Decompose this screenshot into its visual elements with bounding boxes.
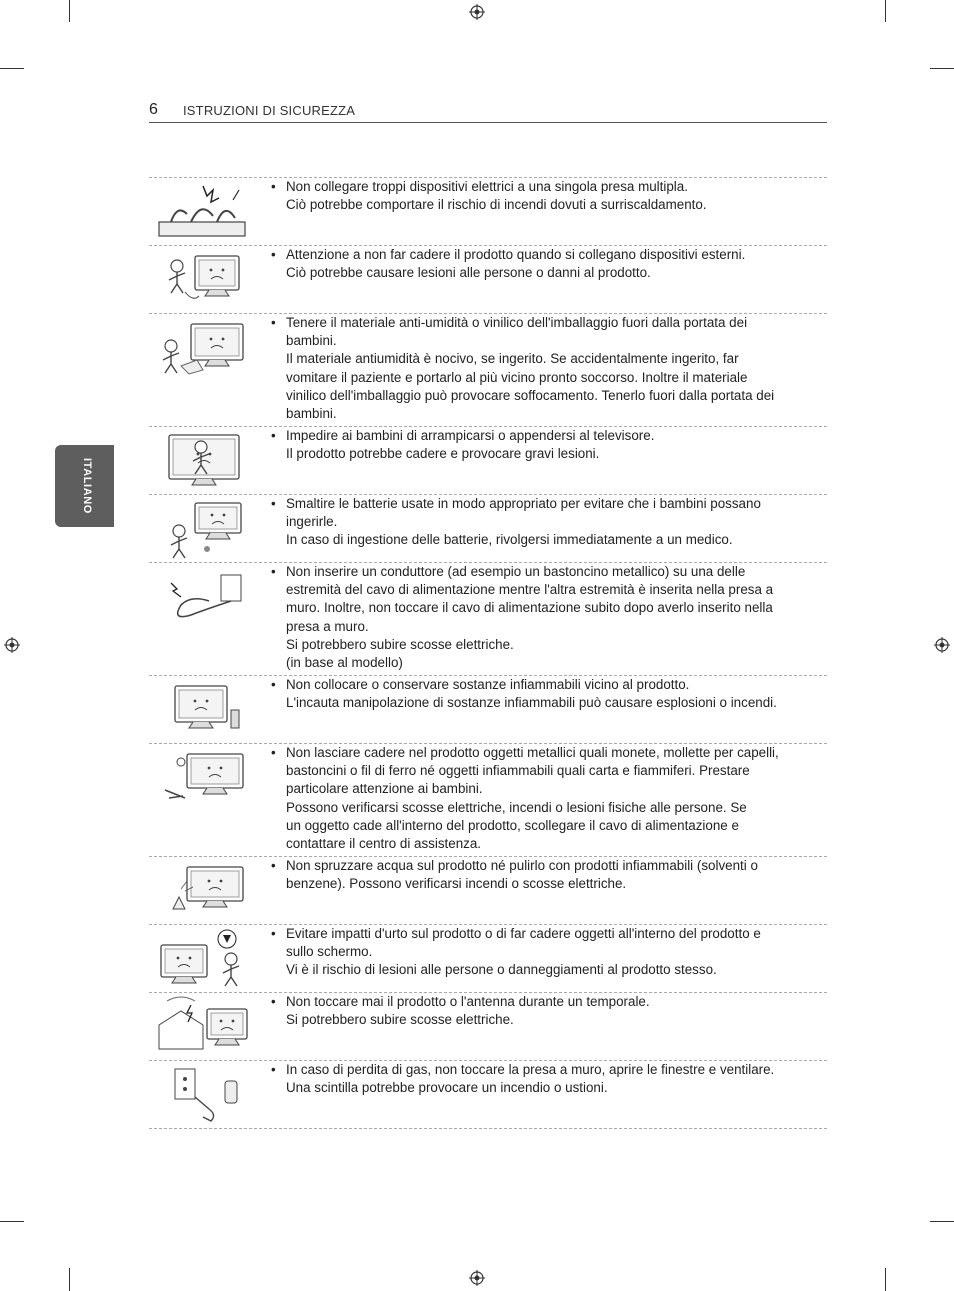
safety-item [149, 993, 827, 1061]
safety-instructions-list [149, 177, 827, 1129]
safety-item-line: Evitare impatti d'urto sul prodotto o di far cadere oggetti all'interno del prodotto e [286, 926, 761, 941]
safety-item-text [271, 563, 811, 672]
safety-item [149, 246, 827, 314]
bullet-icon: • [271, 496, 276, 511]
bullet-icon: • [271, 745, 276, 760]
safety-item-text [271, 246, 811, 282]
gas-leak-wall-outlet-icon [151, 1063, 255, 1125]
language-tab [55, 445, 114, 527]
safety-item-line: Ciò potrebbe comportare il rischio di incendi dovuti a surriscaldamento. [286, 197, 707, 213]
crop-mark [885, 0, 886, 22]
crop-mark [885, 1268, 886, 1291]
safety-item [149, 427, 827, 495]
safety-item-text [271, 676, 811, 712]
crop-mark [0, 1221, 24, 1222]
safety-item-line: Ciò potrebbe causare lesioni alle persone o danni al prodotto. [286, 265, 651, 281]
safety-item [149, 178, 827, 246]
child-pulling-tv-cable-icon [151, 248, 255, 310]
registration-mark-icon [469, 1270, 485, 1286]
safety-item-line: Possono verificarsi scosse elettriche, incendi o lesioni fisiche alle persone. Se [286, 799, 747, 815]
safety-item-line: In caso di perdita di gas, non toccare la presa a muro, aprire le finestre e ventilare. [286, 1062, 775, 1077]
flammable-spray-near-tv-icon [151, 678, 255, 740]
bullet-icon: • [271, 858, 276, 873]
crop-mark [69, 0, 70, 22]
safety-item-line: Non collocare o conservare sostanze infiammabili vicino al prodotto. [286, 677, 690, 692]
safety-item-line: Non lasciare cadere nel prodotto oggetti metallici quali monete, mollette per capelli, [286, 745, 779, 760]
safety-item-line: sullo schermo. [286, 944, 373, 960]
safety-item-line: estremità del cavo di alimentazione mentre l'altra estremità è inserita nella presa a [286, 582, 774, 598]
safety-item-text [271, 1061, 811, 1097]
safety-item-line: L'incauta manipolazione di sostanze infiammabili può causare esplosioni o incendi. [286, 695, 777, 711]
ball-hitting-tv-icon [151, 927, 255, 989]
safety-item-line: bastoncini o fil di ferro né oggetti infiammabili quali carta e fiammiferi. Prestare [286, 763, 750, 779]
safety-item-text [271, 495, 811, 550]
power-strip-overload-icon [151, 180, 255, 242]
child-climbing-tv-icon [151, 429, 255, 491]
crop-mark [930, 1221, 954, 1222]
safety-item-line: Non collegare troppi dispositivi elettrici a una singola presa multipla. [286, 179, 688, 194]
safety-item-text [271, 427, 811, 463]
child-with-plastic-bag-icon [151, 316, 255, 378]
safety-item [149, 314, 827, 427]
safety-item [149, 563, 827, 676]
section-title: ISTRUZIONI DI SICUREZZA [183, 103, 356, 118]
safety-item-text [271, 744, 811, 853]
safety-item-line: Non spruzzare acqua sul prodotto né pulirlo con prodotti infiammabili (solventi o [286, 858, 758, 873]
safety-item-line: benzene). Possono verificarsi incendi o scosse elettriche. [286, 876, 627, 892]
metal-conductor-in-plug-icon [151, 565, 255, 627]
language-tab-label: ITALIANO [81, 458, 93, 514]
crop-mark [69, 1268, 70, 1291]
safety-item [149, 925, 827, 993]
bullet-icon: • [271, 1062, 276, 1077]
safety-item-line: Il prodotto potrebbe cadere e provocare gravi lesioni. [286, 446, 600, 462]
safety-item-line: In caso di ingestione delle batterie, rivolgersi immediatamente a un medico. [286, 532, 733, 548]
safety-item-line: muro. Inoltre, non toccare il cavo di alimentazione subito dopo averlo inserito nella [286, 600, 773, 616]
safety-item-line: Si potrebbero subire scosse elettriche. [286, 636, 514, 652]
safety-item-line: (in base al modello) [286, 655, 403, 671]
bullet-icon: • [271, 315, 276, 330]
safety-item-text [271, 314, 811, 423]
bullet-icon: • [271, 994, 276, 1009]
safety-item-line: Si potrebbero subire scosse elettriche. [286, 1012, 514, 1028]
safety-item-line: Attenzione a non far cadere il prodotto quando si collegano dispositivi esterni. [286, 247, 746, 262]
safety-item [149, 495, 827, 563]
safety-item [149, 744, 827, 857]
page-number: 6 [149, 101, 158, 118]
bullet-icon: • [271, 179, 276, 194]
child-swallowing-battery-icon [151, 497, 255, 559]
safety-item [149, 857, 827, 925]
crop-mark [930, 68, 954, 69]
safety-item-line: Non inserire un conduttore (ad esempio un bastoncino metallico) su una delle [286, 564, 746, 579]
bullet-icon: • [271, 926, 276, 941]
safety-item-line: presa a muro. [286, 618, 369, 634]
safety-item-text [271, 925, 811, 980]
bullet-icon: • [271, 428, 276, 443]
water-spray-on-tv-icon [151, 859, 255, 921]
safety-item [149, 1061, 827, 1129]
safety-item-line: bambini. [286, 406, 337, 422]
safety-item-text [271, 178, 811, 214]
safety-item-line: Vi è il rischio di lesioni alle persone o danneggiamenti al prodotto stesso. [286, 962, 717, 978]
safety-item [149, 676, 827, 744]
crop-mark [0, 68, 24, 69]
safety-item-line: un oggetto cade all'interno del prodotto, scollegare il cavo di alimentazione e [286, 817, 739, 833]
safety-item-line: bambini. [286, 333, 337, 349]
safety-item-line: Una scintilla potrebbe provocare un incendio o ustioni. [286, 1080, 608, 1096]
bullet-icon: • [271, 564, 276, 579]
safety-item-line: Smaltire le batterie usate in modo appropriato per evitare che i bambini possano [286, 496, 761, 511]
safety-item-line: Tenere il materiale anti-umidità o vinilico dell'imballaggio fuori dalla portata dei [286, 315, 748, 330]
page-header [149, 98, 827, 123]
registration-mark-icon [934, 637, 950, 653]
lightning-storm-tv-icon [151, 995, 255, 1057]
safety-item-line: Il materiale antiumidità è nocivo, se ingerito. Se accidentalmente ingerito, far [286, 351, 739, 367]
safety-item-line: vomitare il paziente e portarlo al più vicino pronto soccorso. Inoltre il materiale [286, 369, 748, 385]
safety-item-line: Non toccare mai il prodotto o l'antenna durante un temporale. [286, 994, 650, 1009]
registration-mark-icon [469, 4, 485, 20]
safety-item-line: ingerirle. [286, 514, 338, 530]
safety-item-text [271, 993, 811, 1029]
safety-item-line: particolare attenzione ai bambini. [286, 781, 483, 797]
safety-item-line: vinilico dell'imballaggio può provocare soffocamento. Tenerlo fuori dalla portata dei [286, 387, 775, 403]
bullet-icon: • [271, 247, 276, 262]
safety-item-line: Impedire ai bambini di arrampicarsi o appendersi al televisore. [286, 428, 655, 443]
safety-item-line: contattare il centro di assistenza. [286, 836, 482, 852]
bullet-icon: • [271, 677, 276, 692]
metal-objects-falling-into-tv-icon [151, 746, 255, 808]
safety-item-text [271, 857, 811, 893]
registration-mark-icon [4, 637, 20, 653]
